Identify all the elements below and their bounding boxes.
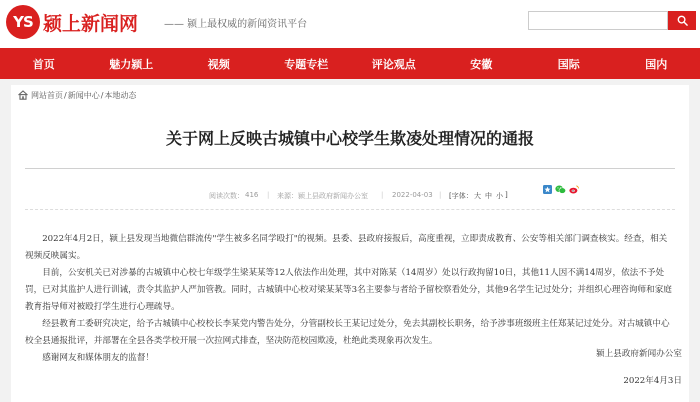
nav-item-video[interactable]: 视频 <box>207 57 230 71</box>
views-count: 416 <box>245 191 259 199</box>
search-icon <box>677 15 688 26</box>
search-input[interactable] <box>528 11 668 30</box>
site-slogan: —— 颍上最权威的新闻资讯平台 <box>164 19 308 30</box>
search-button[interactable] <box>668 11 696 30</box>
views-label: 阅读次数： <box>209 192 244 200</box>
title-divider <box>25 168 675 169</box>
nav-item-commentary[interactable]: 评论观点 <box>371 57 416 71</box>
breadcrumb-home[interactable]: 网站首页 <box>31 90 63 100</box>
nav-item-domestic[interactable]: 国内 <box>645 57 668 71</box>
paragraph: 经县教育工委研究决定，给予古城镇中心校校长李某党内警告处分，分管副校长王某记过处分，免去其副校长职务，给予涉事班级班主任郑某记过处分。对古城镇中心校全县通报批评，并部署在全县各类学校开展一次拉网式排查，坚决防范校园欺凌，杜绝此类现象再次发生。 <box>25 319 670 346</box>
article-card <box>11 85 689 402</box>
nav-item-special-topics[interactable]: 专题专栏 <box>284 57 329 71</box>
home-icon <box>17 89 29 101</box>
font-size-small[interactable]: 小 <box>496 192 503 200</box>
weibo-icon[interactable] <box>569 185 579 194</box>
nav-item-international[interactable]: 国际 <box>557 57 580 71</box>
font-size-label: [字体： <box>449 192 473 200</box>
share-bar <box>543 185 579 194</box>
main-nav <box>0 48 700 79</box>
source-label: 来源： <box>277 192 298 200</box>
paragraph: 感谢网友和媒体朋友的监督！ <box>42 353 154 363</box>
font-size-large[interactable]: 大 <box>474 192 481 200</box>
meta-divider <box>25 209 675 210</box>
meta-separator: | <box>439 191 442 199</box>
font-size-medium[interactable]: 中 <box>485 192 492 200</box>
article-title: 关于网上反映古城镇中心校学生欺凌处理情况的通报 <box>165 129 534 148</box>
publish-date: 2022-04-03 <box>392 191 433 199</box>
wechat-icon[interactable] <box>555 185 566 194</box>
nav-item-home[interactable]: 首页 <box>32 57 55 71</box>
font-size-close: ] <box>505 191 508 199</box>
meta-separator: | <box>381 191 384 199</box>
site-header <box>0 0 700 48</box>
breadcrumb <box>17 89 136 101</box>
signature-date: 2022年4月3日 <box>623 376 682 386</box>
breadcrumb-local-news[interactable]: 本地动态 <box>104 90 137 100</box>
source-name: 颍上县政府新闻办公室 <box>298 192 368 200</box>
breadcrumb-news-center[interactable]: 新闻中心 <box>67 90 100 100</box>
article-body <box>25 231 675 367</box>
meta-separator: | <box>267 191 270 199</box>
paragraph: 目前，公安机关已对涉暴的古城镇中心校七年级学生梁某某等12人依法作出处理，其中对陈某（14周岁）处以行政拘留10日，其他11人因不满14周岁，依法不予处罚，已对其监护人进行训诫，责令其监护人严加管教。同时，古城镇中心校对梁某某等3名主要参与者给予留校察看处分，其他9名学生记过处分；并组织心理咨询师和家庭教育指导师对被殴打学生进行心理疏导。 <box>25 268 672 312</box>
breadcrumb-separator: / <box>100 90 104 100</box>
breadcrumb-separator: / <box>64 90 67 100</box>
site-logo[interactable]: YS <box>6 5 40 39</box>
qzone-icon[interactable] <box>543 185 552 194</box>
site-name[interactable]: 颍上新闻网 <box>43 13 139 35</box>
article-meta <box>11 191 689 201</box>
nav-item-anhui[interactable]: 安徽 <box>470 57 493 71</box>
signature-org: 颍上县政府新闻办公室 <box>596 349 682 359</box>
paragraph: 2022年4月2日，颍上县发现当地微信群流传"学生被多名同学殴打"的视频。县委、县政府接报后，高度重视，立即责成教育、公安等相关部门调查核实。经查，相关视频反映属实。 <box>25 234 668 261</box>
nav-item-charm-yingshang[interactable]: 魅力颍上 <box>109 57 154 71</box>
